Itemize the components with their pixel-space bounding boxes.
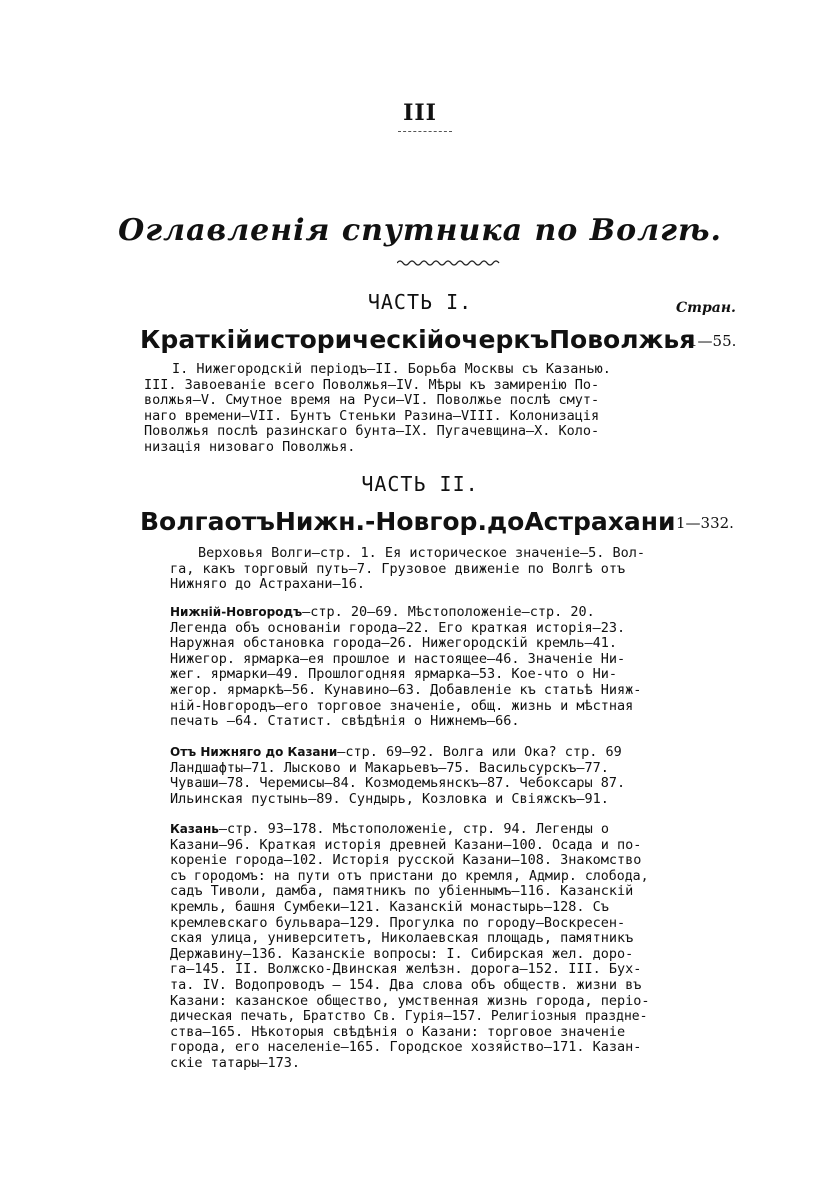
para-line: Нижегор. ярмарка—ея прошлое и настоящее—46. Значеніе Ни- <box>170 651 626 667</box>
part1-summary-line: низація низоваго Поволжья. <box>144 439 356 455</box>
para-line: га, какъ торговый путь—7. Грузовое движеніе по Волгѣ отъ <box>170 561 626 577</box>
para-line <box>170 822 652 838</box>
para-line: Державину—136. Казанскіе вопросы: I. Сибирская жел. доро- <box>170 946 634 962</box>
para-line: ній-Новгородъ—его торговое значеніе, общ. жизнь и мѣстная <box>170 698 634 714</box>
para-line: ская улица, университетъ, Николаевская площадь, памятникъ <box>170 931 634 947</box>
para-lead-rest: —стр. 69—92. Волга или Ока? стр. 69 <box>337 745 622 760</box>
para-line: Казани: казанское общество, умственная жизнь города, перiо- <box>170 993 650 1009</box>
part1-heading: ЧАСТЬ I. <box>367 290 473 314</box>
para-line: Верховья Волги—стр. 1. Ея историческое значеніе—5. Вол- <box>198 546 646 561</box>
part1-summary-line: I. Нижегородскій періодъ—II. Борьба Москвы съ Казанью. <box>172 362 611 377</box>
title-ornament <box>397 258 501 268</box>
part1-title-word: Краткій <box>140 325 253 354</box>
part1-summary <box>144 362 652 456</box>
para-line: печать —64. Статист. свѣдѣнія о Нижнемъ—66. <box>170 714 520 730</box>
part1-summary-line: III. Завоеваніе всего Поволжья—IV. Мѣры къ замиренію По- <box>144 377 600 393</box>
part2-para-upper-volga <box>170 546 652 593</box>
part1-pages: 1—55. <box>688 332 737 350</box>
para-lead: Нижній-Новгородъ <box>170 605 303 619</box>
part1-summary-line: волжья—V. Смутное время на Руси—VI. Поволжье послѣ смут- <box>144 393 600 409</box>
page-number-rule <box>398 131 452 132</box>
para-line: Чуваши—78. Черемисы—84. Козмодемьянскъ—87. Чебоксары 87. <box>170 776 626 792</box>
para-line: дическая печать, Братство Св. Гурія—157. Религіозныя праздне- <box>170 1009 648 1025</box>
para-line: га—145. II. Волжско-Двинская желѣзн. дорога—152. III. Бух- <box>170 962 642 978</box>
part2-para-to-kazan <box>170 745 652 807</box>
para-line: кремль, башня Сумбеки—121. Казанскій монастырь—128. Съ <box>170 899 609 915</box>
part2-title-word: Нижн.-Новгор. <box>274 507 487 536</box>
para-line: кореніе города—102. Исторія русской Казани—108. Знакомство <box>170 853 642 869</box>
para-line: Казани—96. Краткая исторія древней Казани—100. Осада и по- <box>170 837 642 853</box>
part2-title-word: отъ <box>224 507 275 536</box>
page-column-header: Стран. <box>676 300 736 316</box>
para-line: Ландшафты—71. Лысково и Макарьевъ—75. Васильсурскъ—77. <box>170 760 609 776</box>
part2-title <box>140 505 676 539</box>
para-line: та. IV. Водопроводъ — 154. Два слова объ обществ. жизни въ <box>170 977 642 993</box>
part1-title-word: очеркъ <box>444 325 550 354</box>
para-line: садъ Тиволи, дамба, памятникъ по убіеннымъ—116. Казанскій <box>170 884 634 900</box>
part2-para-nizhny <box>170 605 652 730</box>
para-line: Наружная обстановка города—26. Нижегородскій кремль—41. <box>170 636 618 652</box>
part2-pages: 1—332. <box>676 514 734 532</box>
para-line: жег. ярмарки—49. Прошлогодняя ярмарка—53. Кое-что о Ни- <box>170 667 618 683</box>
para-line: жегор. ярмаркѣ—56. Кунавино—63. Добавленіе къ статьѣ Нияж- <box>170 682 642 698</box>
para-line <box>170 605 652 621</box>
part2-para-kazan <box>170 822 652 1072</box>
para-line: Нижняго до Астрахани—16. <box>170 577 366 593</box>
part1-title <box>140 323 696 357</box>
part1-summary-line: Поволжья послѣ разинскаго бунта—IX. Пугачевщина—X. Коло- <box>144 424 600 440</box>
para-line: кремлевскаго бульвара—129. Прогулка по городу—Воскресен- <box>170 915 626 931</box>
para-line: скіе татары—173. <box>170 1055 301 1071</box>
para-line: Легенда объ основаніи города—22. Его краткая исторія—23. <box>170 620 626 636</box>
para-lead-rest: —стр. 20—69. Мѣстоположеніе—стр. 20. <box>302 605 595 620</box>
para-line: съ городомъ: на пути отъ пристани до кремля, Адмир. слобода, <box>170 868 649 884</box>
part2-title-word: до <box>486 507 525 536</box>
page-number: III <box>403 100 437 126</box>
para-line: Ильинская пустынь—89. Сундырь, Козловка и Свіяжскъ—91. <box>170 791 609 807</box>
para-lead: Казань <box>170 822 219 836</box>
para-lead-rest: —стр. 93—178. Мѣстоположеніе, стр. 94. Легенды о <box>218 822 609 837</box>
para-lead: Отъ Нижняго до Казани <box>170 745 338 759</box>
para-line: города, его населеніе—165. Городское хозяйство—171. Казан- <box>170 1040 642 1056</box>
part1-title-word: историческій <box>252 325 445 354</box>
page-title: Оглавленія спутника по Волгѣ. <box>118 213 722 248</box>
part2-heading: ЧАСТЬ II. <box>361 472 479 496</box>
part1-title-word: Поволжья <box>549 325 696 354</box>
para-line: ства—165. Нѣкоторыя свѣдѣнія о Казани: торговое значеніе <box>170 1024 626 1040</box>
para-line <box>170 745 652 761</box>
part2-title-word: Астрахани <box>524 507 676 536</box>
part1-summary-line: наго времени—VII. Бунтъ Стеньки Разина—VIII. Колонизація <box>144 408 600 424</box>
part2-title-word: Волга <box>140 507 225 536</box>
